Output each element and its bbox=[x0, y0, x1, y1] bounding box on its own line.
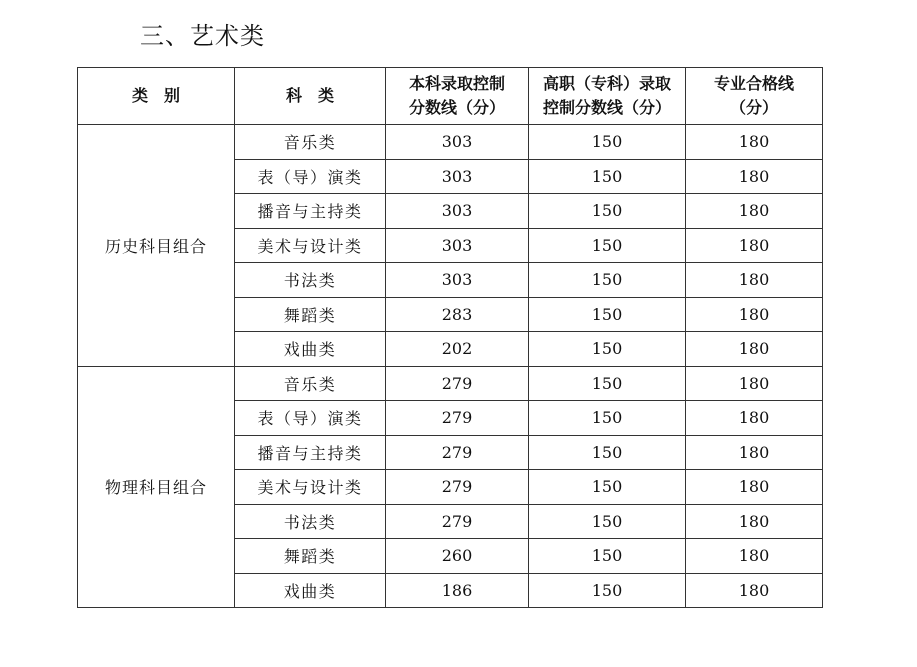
vocational-score-cell: 150 bbox=[529, 470, 686, 505]
professional-score-cell: 180 bbox=[686, 159, 823, 194]
vocational-score-cell: 150 bbox=[529, 263, 686, 298]
subject-cell: 播音与主持类 bbox=[235, 194, 386, 229]
professional-score-cell: 180 bbox=[686, 297, 823, 332]
subject-cell: 舞蹈类 bbox=[235, 297, 386, 332]
bachelor-score-cell: 279 bbox=[386, 366, 529, 401]
bachelor-score-cell: 202 bbox=[386, 332, 529, 367]
vocational-score-cell: 150 bbox=[529, 159, 686, 194]
professional-score-cell: 180 bbox=[686, 263, 823, 298]
group-cell: 历史科目组合 bbox=[78, 125, 235, 367]
subject-cell: 舞蹈类 bbox=[235, 539, 386, 574]
header-subject-label: 科 类 bbox=[285, 86, 334, 105]
bachelor-score-cell: 186 bbox=[386, 573, 529, 608]
table-row bbox=[78, 366, 823, 401]
header-category-label: 类 别 bbox=[131, 86, 180, 105]
header-professional-line1: 专业合格线 bbox=[713, 74, 794, 93]
header-professional-line2: （分） bbox=[729, 98, 778, 117]
table-row bbox=[78, 125, 823, 160]
professional-score-cell: 180 bbox=[686, 504, 823, 539]
header-bachelor-line1: 本科录取控制 bbox=[408, 74, 505, 93]
professional-score-cell: 180 bbox=[686, 125, 823, 160]
vocational-score-cell: 150 bbox=[529, 332, 686, 367]
bachelor-score-cell: 260 bbox=[386, 539, 529, 574]
section-heading: 三、艺术类 bbox=[140, 22, 265, 50]
bachelor-score-cell: 303 bbox=[386, 228, 529, 263]
professional-score-cell: 180 bbox=[686, 332, 823, 367]
bachelor-score-cell: 279 bbox=[386, 435, 529, 470]
bachelor-score-cell: 283 bbox=[386, 297, 529, 332]
vocational-score-cell: 150 bbox=[529, 366, 686, 401]
bachelor-score-cell: 303 bbox=[386, 125, 529, 160]
subject-cell: 音乐类 bbox=[235, 366, 386, 401]
subject-cell: 戏曲类 bbox=[235, 332, 386, 367]
subject-cell: 戏曲类 bbox=[235, 573, 386, 608]
vocational-score-cell: 150 bbox=[529, 194, 686, 229]
vocational-score-cell: 150 bbox=[529, 539, 686, 574]
subject-cell: 音乐类 bbox=[235, 125, 386, 160]
vocational-score-cell: 150 bbox=[529, 401, 686, 436]
professional-score-cell: 180 bbox=[686, 366, 823, 401]
subject-cell: 美术与设计类 bbox=[235, 228, 386, 263]
vocational-score-cell: 150 bbox=[529, 435, 686, 470]
professional-score-cell: 180 bbox=[686, 228, 823, 263]
subject-cell: 美术与设计类 bbox=[235, 470, 386, 505]
art-score-table bbox=[77, 67, 823, 608]
professional-score-cell: 180 bbox=[686, 194, 823, 229]
header-bachelor-line bbox=[386, 68, 529, 125]
header-category bbox=[78, 68, 235, 125]
professional-score-cell: 180 bbox=[686, 539, 823, 574]
group-cell: 物理科目组合 bbox=[78, 366, 235, 608]
subject-cell: 播音与主持类 bbox=[235, 435, 386, 470]
bachelor-score-cell: 279 bbox=[386, 470, 529, 505]
bachelor-score-cell: 303 bbox=[386, 263, 529, 298]
subject-cell: 表（导）演类 bbox=[235, 401, 386, 436]
vocational-score-cell: 150 bbox=[529, 573, 686, 608]
subject-cell: 书法类 bbox=[235, 504, 386, 539]
table-body bbox=[78, 125, 823, 608]
header-bachelor-line2: 分数线（分） bbox=[408, 98, 505, 117]
bachelor-score-cell: 279 bbox=[386, 401, 529, 436]
header-vocational-line1: 高职（专科）录取 bbox=[542, 74, 671, 93]
bachelor-score-cell: 303 bbox=[386, 159, 529, 194]
professional-score-cell: 180 bbox=[686, 401, 823, 436]
vocational-score-cell: 150 bbox=[529, 297, 686, 332]
professional-score-cell: 180 bbox=[686, 470, 823, 505]
header-vocational-line2: 控制分数线（分） bbox=[542, 98, 671, 117]
header-row bbox=[78, 68, 823, 125]
vocational-score-cell: 150 bbox=[529, 125, 686, 160]
bachelor-score-cell: 303 bbox=[386, 194, 529, 229]
bachelor-score-cell: 279 bbox=[386, 504, 529, 539]
subject-cell: 书法类 bbox=[235, 263, 386, 298]
header-professional-line bbox=[686, 68, 823, 125]
professional-score-cell: 180 bbox=[686, 435, 823, 470]
vocational-score-cell: 150 bbox=[529, 504, 686, 539]
header-subject bbox=[235, 68, 386, 125]
vocational-score-cell: 150 bbox=[529, 228, 686, 263]
header-vocational-line bbox=[529, 68, 686, 125]
professional-score-cell: 180 bbox=[686, 573, 823, 608]
subject-cell: 表（导）演类 bbox=[235, 159, 386, 194]
